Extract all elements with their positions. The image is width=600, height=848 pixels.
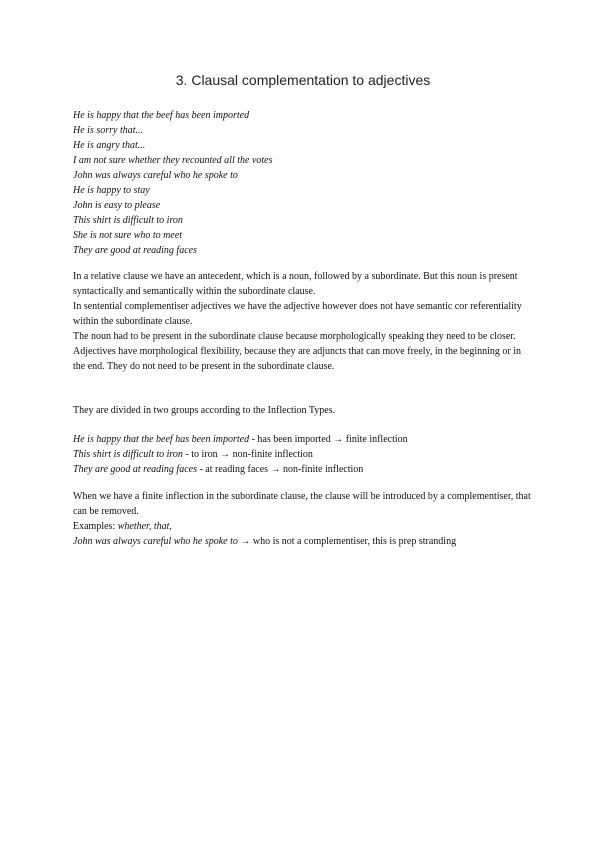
examples-label: Examples: (73, 521, 118, 532)
inflection-note: - at reading faces → non-finite inflection (196, 464, 364, 475)
example-sentence: John is easy to please (73, 200, 161, 211)
finite-section (73, 489, 533, 549)
examples-line (73, 519, 533, 534)
inflection-example (73, 462, 533, 477)
paragraph: The noun had to be present in the subordinate clause because morphologically speaking they need to be closer. (73, 331, 516, 342)
example-sentence: This shirt is difficult to iron (73, 215, 183, 226)
paragraph: When we have a finite inflection in the subordinate clause, the clause will be introduced by a complementiser, that can be removed. (73, 491, 531, 517)
example-sentence: She is not sure who to meet (73, 230, 183, 241)
explanation-paragraphs (73, 269, 533, 374)
stranding-note: → who is not a complementiser, this is prep stranding (237, 536, 457, 547)
example-sentence: They are good at reading faces (73, 245, 197, 256)
inflection-sentence: This shirt is difficult to iron (73, 449, 183, 460)
inflection-note: - to iron → non-finite inflection (182, 449, 313, 460)
stranding-sentence: John was always careful who he spoke to (73, 536, 238, 547)
examples-items: whether, that, (117, 521, 172, 532)
example-sentence: He is angry that... (73, 140, 146, 151)
example-sentence: He is sorry that... (73, 125, 143, 136)
inflection-examples (73, 432, 533, 477)
example-sentence: I am not sure whether they recounted all the votes (73, 155, 273, 166)
inflection-sentence: He is happy that the beef has been imported (73, 434, 250, 445)
page-title: 3. Clausal complementation to adjectives (175, 72, 431, 88)
inflection-note: - has been imported → finite inflection (249, 434, 408, 445)
example-list (73, 108, 533, 258)
groups-intro: They are divided in two groups according to the Inflection Types. (73, 405, 336, 416)
inflection-example (73, 432, 533, 447)
paragraph: In a relative clause we have an antecedent, which is a noun, followed by a subordinate. But this noun is present syntactically and semantically within the subordinate clause. (73, 271, 518, 297)
inflection-sentence: They are good at reading faces (73, 464, 197, 475)
example-sentence: He is happy that the beef has been imported (73, 110, 250, 121)
paragraph: Adjectives have morphological flexibility, because they are adjuncts that can move freely, in the beginning or in the end. They do not need to be present in the subordinate clause. (73, 346, 521, 372)
stranding-line (73, 534, 533, 549)
example-sentence: John was always careful who he spoke to (73, 170, 238, 181)
example-sentence: He is happy to stay (73, 185, 150, 196)
paragraph: In sentential complementiser adjectives we have the adjective however does not have semantic cor referentiality within the subordinate clause. (73, 301, 522, 327)
inflection-example (73, 447, 533, 462)
